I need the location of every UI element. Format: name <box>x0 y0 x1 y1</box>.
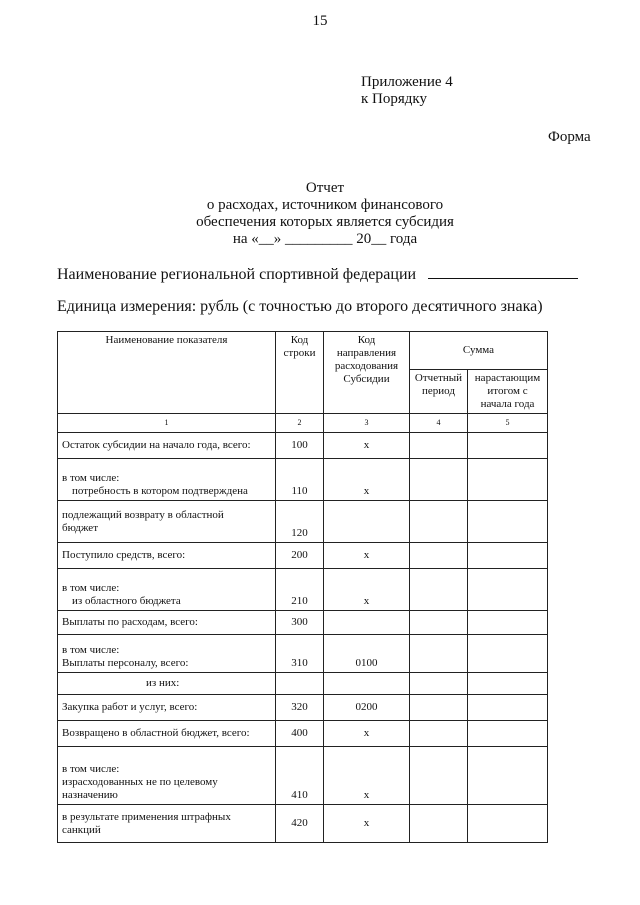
row-code: 100 <box>276 433 324 459</box>
table-row <box>58 635 548 673</box>
row-label: Закупка работ и услуг, всего: <box>62 701 198 713</box>
row-cumulative-cell <box>468 501 548 543</box>
row-period-cell <box>410 459 468 501</box>
row-code: 400 <box>276 721 324 747</box>
row-cumulative-cell <box>468 747 548 805</box>
row-period-cell <box>410 721 468 747</box>
federation-label: Наименование региональной спортивной федерации <box>57 266 417 283</box>
row-code: 420 <box>276 805 324 843</box>
row-label: Поступило средств, всего: <box>62 549 186 561</box>
appendix-line-1: Приложение 4 <box>361 74 453 90</box>
table-row <box>58 501 548 543</box>
form-label: Форма <box>548 129 591 145</box>
row-sublabel: Выплаты персоналу, всего: <box>62 657 189 669</box>
row-direction: x <box>324 433 410 459</box>
row-code: 320 <box>276 695 324 721</box>
row-sublabel: назначению <box>62 789 118 801</box>
report-title <box>160 180 490 248</box>
row-direction: x <box>324 721 410 747</box>
row-label: Возвращено в областной бюджет, всего: <box>62 727 250 739</box>
row-period-cell <box>410 805 468 843</box>
row-direction: x <box>324 543 410 569</box>
table-row <box>58 543 548 569</box>
row-cumulative-cell <box>468 433 548 459</box>
row-cumulative-cell <box>468 611 548 635</box>
row-code: 120 <box>276 501 324 543</box>
row-direction <box>324 673 410 695</box>
header-sum: Сумма <box>410 332 548 370</box>
table-row <box>58 673 548 695</box>
table-row <box>58 611 548 635</box>
row-sublabel: потребность в котором подтверждена <box>72 485 248 497</box>
row-period-cell <box>410 433 468 459</box>
row-period-cell <box>410 673 468 695</box>
row-cumulative-cell <box>468 635 548 673</box>
row-code: 200 <box>276 543 324 569</box>
row-cumulative-cell <box>468 695 548 721</box>
row-code: 300 <box>276 611 324 635</box>
unit-label: Единица измерения: рубль (с точностью до второго десятичного знака) <box>57 298 543 315</box>
row-label: Выплаты по расходам, всего: <box>62 616 198 628</box>
row-sublabel: бюджет <box>62 521 98 534</box>
column-numbers-row <box>58 414 548 433</box>
row-direction: x <box>324 569 410 611</box>
header-cumulative: нарастающим итогом с начала года <box>468 370 548 414</box>
row-label: в том числе: <box>62 644 120 656</box>
appendix-line-2: к Порядку <box>361 91 427 107</box>
table-row <box>58 721 548 747</box>
row-period-cell <box>410 501 468 543</box>
row-direction: x <box>324 805 410 843</box>
row-cumulative-cell <box>468 459 548 501</box>
federation-line <box>57 264 578 284</box>
row-period-cell <box>410 635 468 673</box>
row-period-cell <box>410 569 468 611</box>
row-label: подлежащий возврату в областной <box>62 508 224 521</box>
col-number: 1 <box>58 414 276 433</box>
header-name: Наименование показателя <box>58 332 276 414</box>
row-code: 410 <box>276 747 324 805</box>
row-sublabel: из областного бюджета <box>72 595 181 607</box>
table-row <box>58 433 548 459</box>
row-period-cell <box>410 611 468 635</box>
report-table <box>57 331 548 843</box>
col-number: 2 <box>276 414 324 433</box>
row-direction <box>324 611 410 635</box>
row-cumulative-cell <box>468 543 548 569</box>
row-direction: x <box>324 459 410 501</box>
row-cumulative-cell <box>468 673 548 695</box>
row-direction: 0100 <box>324 635 410 673</box>
row-sublabel: израсходованных не по целевому <box>62 776 218 788</box>
title-line-2: о расходах, источником финансового <box>206 197 444 213</box>
row-direction <box>324 501 410 543</box>
col-number: 3 <box>324 414 410 433</box>
title-line-1: Отчет <box>305 180 345 196</box>
table-row <box>58 569 548 611</box>
row-direction: x <box>324 747 410 805</box>
row-cumulative-cell <box>468 805 548 843</box>
row-label: Остаток субсидии на начало года, всего: <box>62 439 251 451</box>
row-code <box>276 673 324 695</box>
row-code: 310 <box>276 635 324 673</box>
row-label: в результате применения штрафных <box>62 810 231 823</box>
col-number: 4 <box>410 414 468 433</box>
title-line-4: на «__» _________ 20__ года <box>232 231 418 247</box>
row-period-cell <box>410 747 468 805</box>
row-label: из них: <box>146 677 180 689</box>
table-row <box>58 805 548 843</box>
page-number: 15 <box>312 13 328 29</box>
table-row <box>58 747 548 805</box>
row-cumulative-cell <box>468 721 548 747</box>
header-period: Отчетный период <box>410 370 468 414</box>
table-row <box>58 459 548 501</box>
row-label: в том числе: <box>62 472 120 484</box>
federation-blank <box>428 264 578 279</box>
row-label: в том числе: <box>62 763 120 775</box>
row-label: в том числе: <box>62 582 120 594</box>
table-row <box>58 695 548 721</box>
row-sublabel: санкций <box>62 823 101 836</box>
row-period-cell <box>410 543 468 569</box>
row-period-cell <box>410 695 468 721</box>
title-line-3: обеспечения которых является субсидия <box>196 214 454 230</box>
row-code: 210 <box>276 569 324 611</box>
row-direction: 0200 <box>324 695 410 721</box>
row-code: 110 <box>276 459 324 501</box>
appendix-note <box>361 74 453 108</box>
header-code: Код строки <box>276 332 324 414</box>
col-number: 5 <box>468 414 548 433</box>
row-cumulative-cell <box>468 569 548 611</box>
header-direction: Код направления расходования Субсидии <box>324 332 410 414</box>
